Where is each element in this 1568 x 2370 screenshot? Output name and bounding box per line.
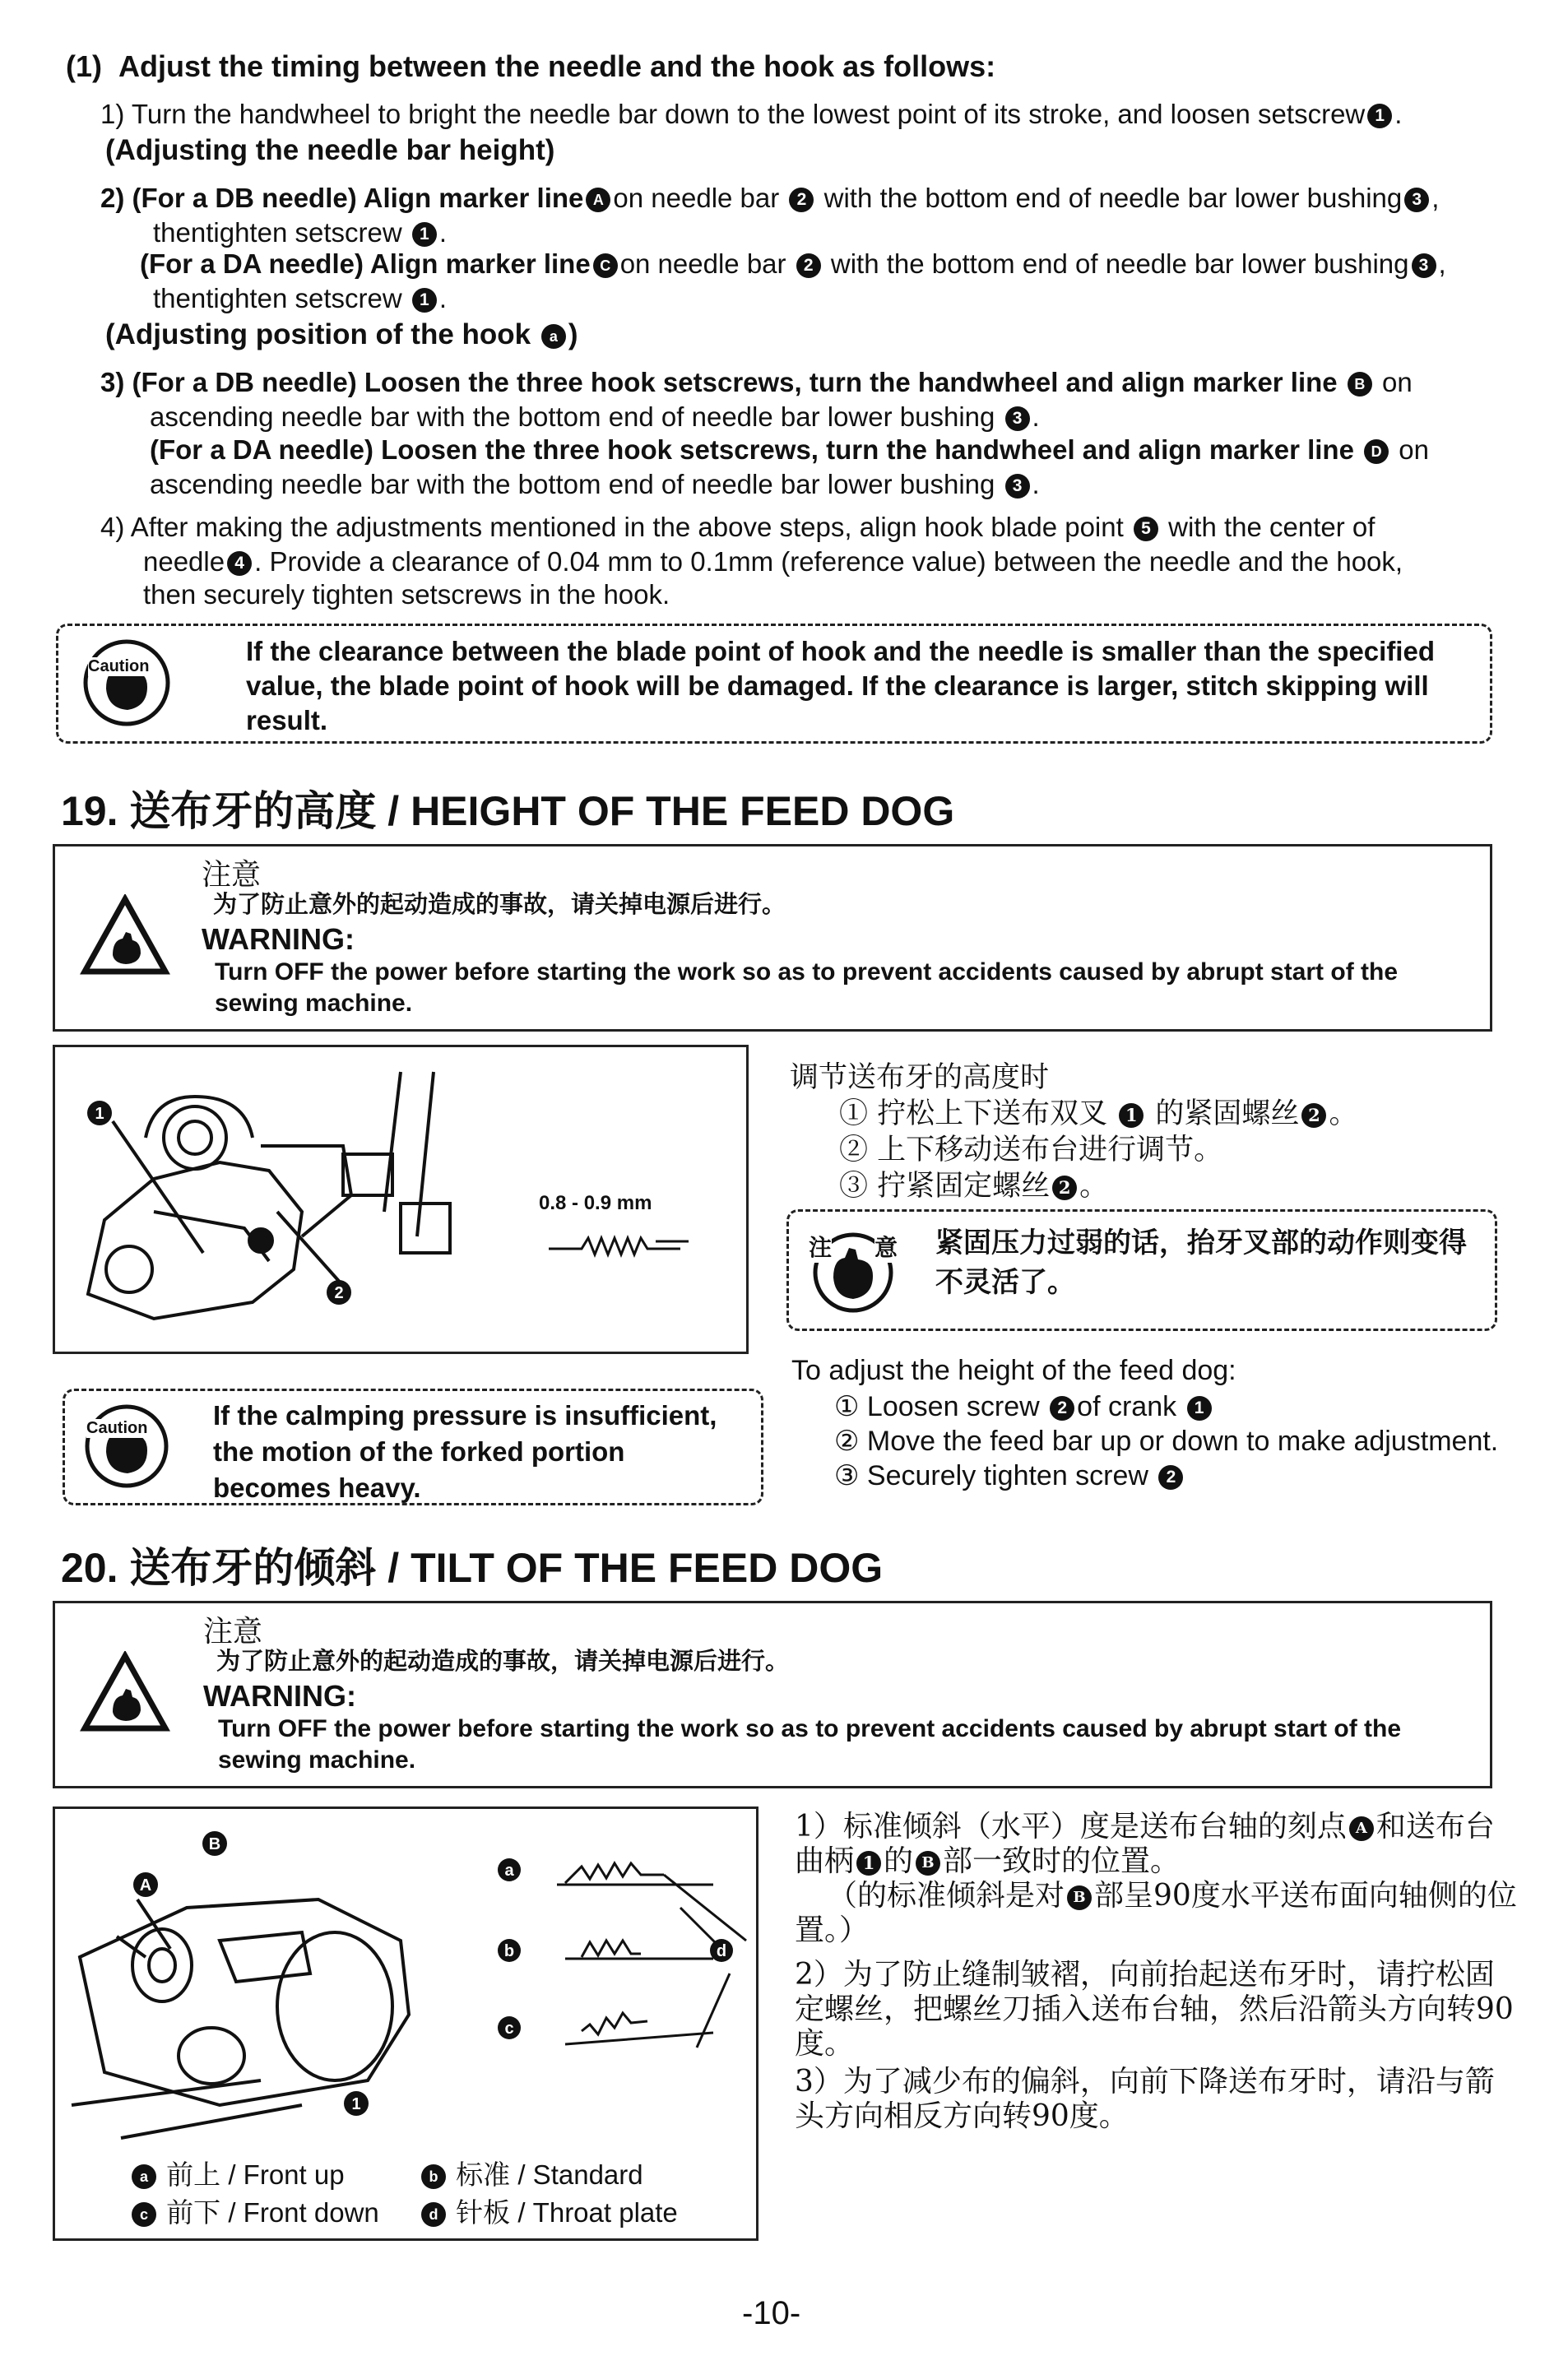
tilt-cn-step-3: 3）为了减少布的偏斜，向前下降送布牙时，请沿与箭头方向相反方向转90度。 xyxy=(795,2065,1495,2133)
feed-dog-cn-heading: 调节送布牙的高度时 xyxy=(790,1061,1050,1094)
feed-dog-cn-step-3: ③ 拧紧固定螺丝 2 。 xyxy=(839,1170,1109,1203)
hook-step-2-db-cont: thentighten setscrew 1 . xyxy=(153,217,448,248)
feed-dog-cn-caution-box xyxy=(786,1209,1497,1331)
svg-text:1: 1 xyxy=(95,1105,104,1123)
hook-caution-text: If the clearance between the blade point of hook and the needle is smaller than the specified value, the blade point of hook will be damaged. If the clearance is larger, stitch skipping will result. xyxy=(246,636,1435,735)
feed-dog-en-step-2: ② Move the feed bar up or down to make adjustment. xyxy=(834,1426,1499,1457)
hook-caution-box xyxy=(56,624,1492,744)
caution-hand-icon: Caution xyxy=(81,638,172,728)
warning-triangle-icon xyxy=(80,894,170,976)
svg-text:b: b xyxy=(503,1942,515,1960)
feed-dog-cn-step-2: ② 上下移动送布台进行调节。 xyxy=(839,1134,1223,1166)
hook-step-4: 4) After making the adjustments mentioned in the above steps, align hook blade point 5 with the center of xyxy=(100,512,1375,542)
feed-dog-height-figure xyxy=(53,1045,749,1354)
hook-step-2-db: 2) (For a DB needle) Align marker line A on needle bar 2 with the bottom end of needle bar lower bushing 3 , xyxy=(100,183,1440,213)
feed-dog-en-step-3: ③ Securely tighten screw 2 xyxy=(834,1459,1185,1493)
hook-step-1: 1) Turn the handwheel to bright the needle bar down to the lowest point of its stroke, and loosen setscrew 1 . xyxy=(100,99,1403,129)
feed-dog-en-caution-text: If the calmping pressure is insufficient, the motion of the forked portion becomes heavy. xyxy=(213,1400,717,1503)
hook-step-4-cont: needle 4 . Provide a clearance of 0.04 mm to 0.1mm (reference value) between the needle and the hook, xyxy=(143,546,1403,577)
svg-text:c: c xyxy=(504,2020,514,2038)
legend-throat-plate: d 针板 / Throat plate xyxy=(419,2196,678,2229)
hook-step-3-da-cont: ascending needle bar with the bottom end of needle bar lower bushing 3 . xyxy=(150,469,1040,499)
section-19-title: 19. 送布牙的高度 / HEIGHT OF THE FEED DOG xyxy=(61,788,955,834)
clearance-dimension-label: 0.8 - 0.9 mm xyxy=(539,1192,652,1214)
hook-position-subheading: (Adjusting position of the hook a ) xyxy=(105,318,578,350)
feed-dog-tilt-figure xyxy=(53,1806,758,2241)
svg-text:A: A xyxy=(139,1876,152,1895)
tilt-cn-step-2: 2）为了防止缝制皱褶，向前抬起送布牙时，请拧松固定螺丝，把螺丝刀插入送布台轴，然后沿箭头方向转90度。 xyxy=(795,1958,1514,2061)
needle-bar-height-subheading: (Adjusting the needle bar height) xyxy=(105,134,555,166)
feed-dog-cn-step-1: ① 拧松上下送布双叉 1 的紧固螺丝 2 。 xyxy=(839,1097,1358,1130)
hook-step-3-db-cont: ascending needle bar with the bottom end of needle bar lower bushing 3 . xyxy=(150,401,1040,432)
page-number: -10- xyxy=(742,2295,801,2331)
caution-hand-icon: Caution xyxy=(81,1401,172,1491)
hook-step-2-da: (For a DA needle) Align marker line C on needle bar 2 with the bottom end of needle bar lower bushing 3 , xyxy=(140,248,1446,279)
hook-step-3-db: 3) (For a DB needle) Loosen the three hook setscrews, turn the handwheel and align marker line B on xyxy=(100,367,1413,397)
caution-hand-icon: 注 意 xyxy=(805,1223,901,1314)
svg-text:d: d xyxy=(716,1942,727,1960)
legend-front-up: a 前上 / Front up xyxy=(129,2158,345,2191)
section-19-warning-box: 注意 为了防止意外的起动造成的事故，请关掉电源后进行。 WARNING: Turn OFF the power before starting the work so as to prevent accidents caused by abrupt start of the sewing machine. xyxy=(53,844,1492,1032)
section-20-warning-box: 注意 为了防止意外的起动造成的事故，请关掉电源后进行。 WARNING: Turn OFF the power before starting the work so as to prevent accidents caused by abrupt start of the sewing machine. xyxy=(53,1601,1492,1788)
svg-text:a: a xyxy=(504,1862,514,1880)
hook-heading: (1) Adjust the timing between the needle and the hook as follows: xyxy=(66,49,996,83)
svg-text:1: 1 xyxy=(351,2095,361,2113)
feed-dog-en-heading: To adjust the height of the feed dog: xyxy=(791,1355,1236,1386)
warning-triangle-icon xyxy=(80,1651,170,1733)
svg-text:B: B xyxy=(208,1835,221,1853)
feed-dog-en-step-1: ① Loosen screw 2 of crank 1 xyxy=(834,1390,1214,1424)
legend-standard: b 标准 / Standard xyxy=(419,2158,643,2191)
hook-step-3-da: (For a DA needle) Loosen the three hook setscrews, turn the handwheel and align marker line D on xyxy=(150,434,1429,465)
feed-dog-cn-caution-text: 紧固压力过弱的话，抬牙叉部的动作则变得不灵活了。 xyxy=(935,1227,1467,1299)
hook-step-4-end: then securely tighten setscrews in the hook. xyxy=(143,579,670,610)
section-20-title: 20. 送布牙的倾斜 / TILT OF THE FEED DOG xyxy=(61,1545,884,1591)
tilt-cn-step-1: 1）标准倾斜（水平）度是送布台轴的刻点 A 和送布台曲柄 1 的 B 部一致时的位置。 （的标准倾斜是对 B 部呈90度水平送布面向轴侧的位置。） xyxy=(795,1810,1517,1947)
legend-front-down: c 前下 / Front down xyxy=(129,2196,379,2229)
svg-text:2: 2 xyxy=(334,1284,344,1302)
feed-dog-en-caution-box xyxy=(63,1389,763,1505)
hook-step-2-da-cont: thentighten setscrew 1 . xyxy=(153,283,448,313)
